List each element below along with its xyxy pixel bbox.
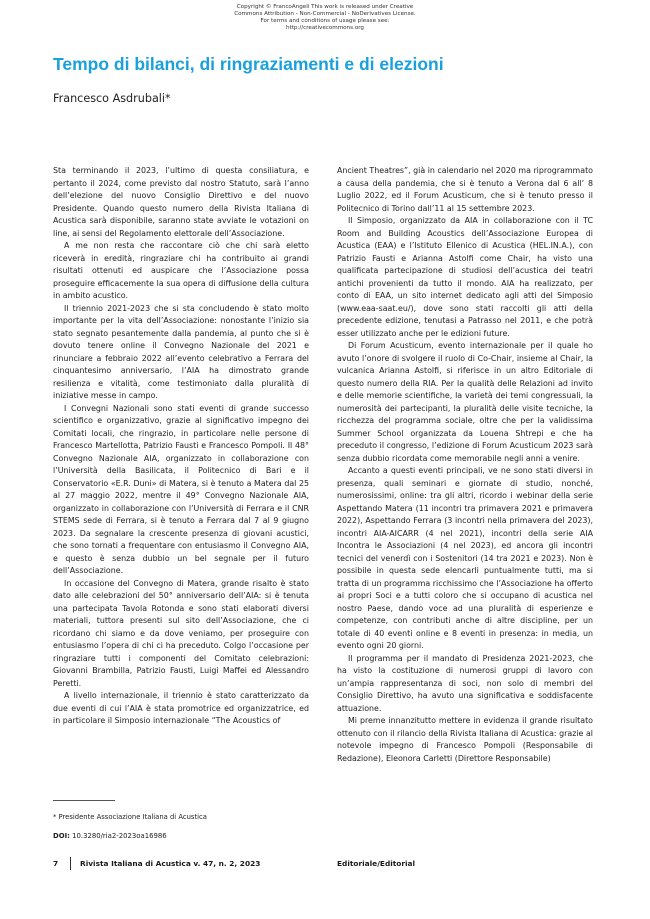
article-author: Francesco Asdrubali*	[53, 92, 171, 105]
copyright-line: Copyright © FrancoAngeli This work is released under Creative	[236, 4, 414, 10]
paragraph: Il Simposio, organizzato da AIA in collaborazione con il TC Room and Building Acoustics dell’Associazione Europea di Acustica (EAA) e l’Istituto Ellenico di Acustica (HEL.IN.A.), con Patrizio Fausti e Arianna Astolfi come Chair, ha visto una qualificata partecipazione di studiosi dell’acustica dei teatri antichi provenienti da tutto il mondo. AIA ha realizzato, per conto di EAA, un sito internet dedicato agli atti del Simposio (www.eaa-saat.eu/), dove sono stati raccolti gli atti della precedente edizione, tenutasi a Patrasso nel 2011, e che potrà esser utilizzato anche per le edizioni future.	[337, 216, 593, 338]
body-column-right	[337, 165, 593, 765]
page-footer	[53, 859, 613, 871]
paragraph: Il programma per il mandato di Presidenza 2021-2023, che ha visto la costituzione di numerosi gruppi di lavoro con un’ampia rappresentanza di soci, non solo di membri del Consiglio Direttivo, ha avuto una significativa e soddisfacente attuazione.	[337, 653, 593, 713]
paragraph: Di Forum Acusticum, evento internazionale per il quale ho avuto l’onore di svolgere il ruolo di Co-Chair, insieme al Chair, la vulcanica Arianna Astolfi, si riferisce in un altro Editoriale di questo numero della RIA. Per la qualità delle Relazioni ad invito e delle memorie scientifiche, la varietà dei temi congressuali, la numerosità dei partecipanti, la pluralità delle visite tecniche, la ricchezza del programma sociale, oltre che per la validissima Summer School organizzata da Louena Shtrepi e che ha preceduto il congresso, l’edizione di Forum Acusticum 2023 sarà senza dubbio ricordata come memorabile negli anni a venire.	[337, 341, 593, 463]
paragraph: Sta terminando il 2023, l’ultimo di questa consiliatura, e pertanto il 2024, come previsto dal nostro Statuto, sarà l’anno dell’elezione del nuovo Consiglio Direttivo e del nuovo Presidente. Quando questo numero della Rivista Italiana di Acustica sarà disponibile, saranno state avviate le votazioni on line, ai sensi del Regolamento elettorale dell’Associazione.	[53, 166, 309, 238]
paragraph: A me non resta che raccontare ciò che chi sarà eletto riceverà in eredità, ringraziare chi ha contribuito ai grandi risultati ottenuti ed auspicare che l’Associazione possa proseguire efficacemente la sua opera di diffusione della cultura in ambito acustico.	[53, 241, 309, 300]
paragraph: Accanto a questi eventi principali, ve ne sono stati diversi in presenza, quali seminari e giornate di studio, nonché, numerosissimi, online: tra gli altri, ricordo i webinar della serie Aspettando Matera (11 incontri tra primavera 2021 e primavera 2022), Aspettando Ferrara (3 incontri nella primavera del 2023), incontri AIA-AICARR (4 nel 2021), incontri della serie AIA Incontra le Associazioni (4 nel 2023), ed ancora gli incontri tecnici del venerdì con i Sostenitori (14 tra 2021 e 2023). Non è possibile in questa sede elencarli puntualmente tutti, ma si tratta di un programma ricchissimo che l’Associazione ha offerto ai propri Soci e a tutti coloro che si occupano di acustica nel nostro Paese, dando voce ad una pluralità di esperienze e competenze, con contributi anche di altre discipline, per un totale di 40 eventi online e 8 eventi in presenza: in media, un evento ogni 20 giorni.	[337, 466, 593, 650]
copyright-line: Commons Attribution - Non-Commercial - NoDerivatives License.	[234, 11, 416, 17]
paragraph: A livello internazionale, il triennio è stato caratterizzato da due eventi di cui l’AIA è stata promotrice ed organizzatrice, ed in particolare il Simposio internazionale “The Acoustics of	[53, 691, 309, 725]
section-label: Editoriale/Editorial	[337, 859, 416, 868]
page-number: 7	[53, 859, 59, 868]
footer-separator	[70, 857, 71, 870]
copyright-line: For terms and conditions of usage please see:	[260, 18, 390, 24]
doi-line	[53, 832, 167, 840]
journal-name: Rivista Italiana di Acustica v. 47, n. 2, 2023	[80, 859, 261, 868]
body-column-left	[53, 165, 309, 728]
article-title: Tempo di bilanci, di ringraziamenti e di elezioni	[53, 54, 444, 74]
copyright-notice	[175, 4, 475, 32]
doi-label: DOI:	[53, 832, 70, 840]
copyright-link[interactable]: http://creativecommons.org	[286, 25, 364, 31]
paragraph: Mi preme innanzitutto mettere in evidenza il grande risultato ottenuto con il rilancio della Rivista Italiana di Acustica: grazie al notevole impegno di Francesco Pompoli (Responsabile di Redazione), Eleonora Carletti (Direttore Responsabile)	[337, 716, 593, 763]
doi-link[interactable]: 10.3280/ria2-2023oa16986	[72, 832, 167, 840]
footnote-divider	[53, 800, 115, 801]
paragraph: Ancient Theatres”, già in calendario nel 2020 ma riprogrammato a causa della pandemia, che si è tenuto a Verona dal 6 all’ 8 Luglio 2022, ed il Forum Acusticum, che si è tenuto presso il Politecnico di Torino dall’11 al 15 settembre 2023.	[337, 166, 593, 213]
paragraph: In occasione del Convegno di Matera, grande risalto è stato dato alle celebrazioni del 50° anniversario dell’AIA: si è tenuta una partecipata Tavola Rotonda e sono stati elaborati diversi materiali, tuttora presenti sul sito dell’Associazione, che ci ricordano chi siamo e da dove veniamo, per proseguire con entusiasmo l’opera di chi ci ha preceduto. Colgo l’occasione per ringraziare tutti i componenti del Comitato celebrazioni: Giovanni Brambilla, Patrizio Fausti, Luigi Maffei ed Alessandro Peretti.	[53, 578, 309, 688]
paragraph: Il triennio 2021-2023 che si sta concludendo è stato molto importante per la vita dell’Associazione: nonostante l’inizio sia stato segnato pesantemente dalla pandemia, al punto che si è dovuto tenere online il Convegno Nazionale del 2021 e rinunciare a febbraio 2022 all’evento celebrativo a Ferrara del cinquantesimo anniversario, l’AIA ha dimostrato grande resilienza e vitalità, come testimoniato dalla pluralità di iniziative messe in campo.	[53, 303, 309, 400]
paragraph: I Convegni Nazionali sono stati eventi di grande successo scientifico e organizzativo, grazie al significativo impegno dei Comitati locali, che ringrazio, in particolare nelle persone di Francesco Martellotta, Patrizio Fausti e Francesco Pompoli. Il 48° Convegno Nazionale AIA, organizzato in collaborazione con l’Università della Basilicata, il Politecnico di Bari e il Conservatorio «E.R. Duni» di Matera, si è tenuto a Matera dal 25 al 27 maggio 2022, mentre il 49° Convegno Nazionale AIA, organizzato in collaborazione con l’Università di Ferrara e il CNR STEMS sede di Ferrara, si è tenuto a Ferrara dal 7 al 9 giugno 2023. Da segnalare la crescente presenza di giovani acustici, che sono tornati a frequentare con entusiasmo il Convegno AIA, e questo è senza dubbio un bel segnale per il futuro dell’Associazione.	[53, 403, 309, 575]
footnote: * Presidente Associazione Italiana di Acustica	[53, 813, 207, 821]
